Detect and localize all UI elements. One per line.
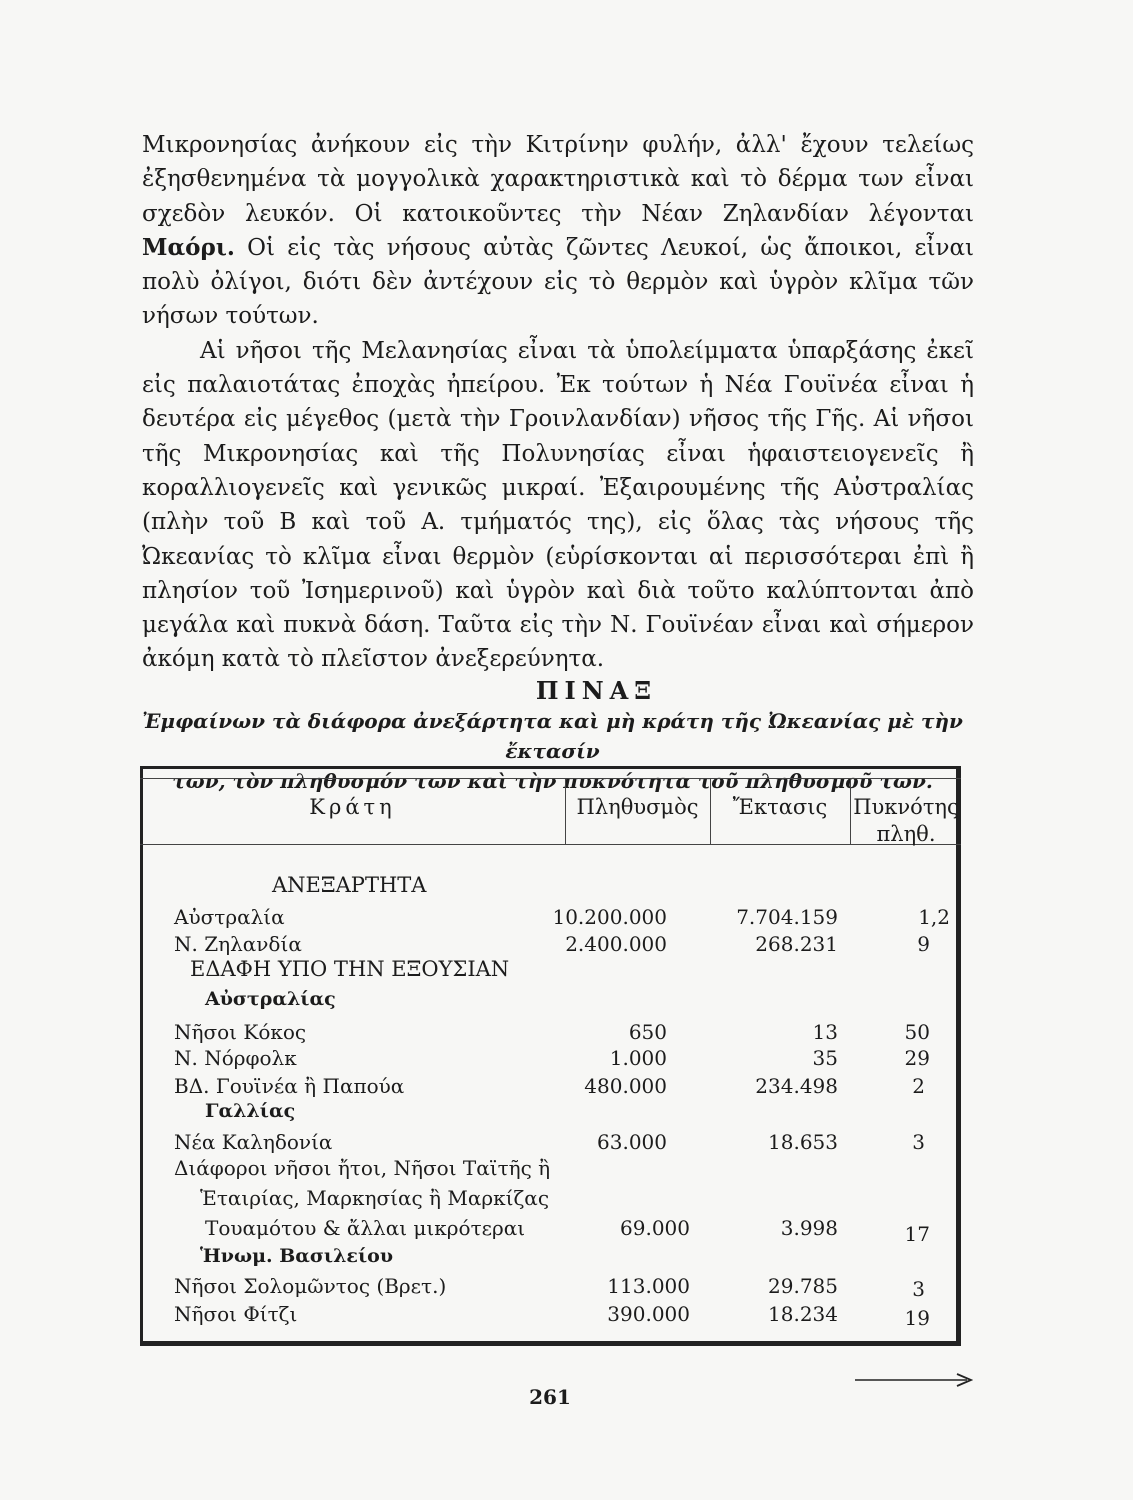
row-population: 63.000 [597, 1130, 667, 1154]
row-area: 268.231 [755, 932, 838, 956]
row-density: 50 [904, 1020, 930, 1044]
subgroup-france: Γαλλίας [205, 1100, 296, 1122]
row-population: 480.000 [584, 1074, 667, 1098]
subgroup-australia: Αὐστραλίας [205, 988, 336, 1010]
row-area: 13 [812, 1020, 838, 1044]
row-density: 9 [917, 932, 930, 956]
header-density: Πυκνότης [853, 795, 959, 819]
header-population: Πληθυσμὸς [576, 795, 699, 819]
subgroup-uk: Ἡνωμ. Βασιλείου [200, 1245, 394, 1267]
row-population: 1.000 [609, 1046, 667, 1070]
row-population: 113.000 [607, 1274, 690, 1298]
table-title: ΠΙΝΑΞ [535, 676, 658, 705]
header-area: Ἔκτασις [732, 795, 828, 819]
group-dependent: ΕΔΑΦΗ ΥΠΟ ΤΗΝ ΕΞΟΥΣΙΑΝ [190, 957, 510, 981]
table-caption: Ἐμφαίνων τὰ διάφορα ἀνεξάρτητα καὶ μὴ κράτη τῆς Ὠκεανίας μὲ τὴν ἔκτασίν των, τὸν πληθυσμόν των καὶ τὴν πυκνότητα τοῦ πληθυσμοῦ των. [142, 709, 963, 793]
row-name: Νέα Καληδονία [174, 1130, 333, 1154]
row-area: 3.998 [780, 1216, 838, 1240]
row-density: 3 [912, 1277, 925, 1301]
row-name: ΒΔ. Γουϊνέα ἢ Παπούα [174, 1074, 405, 1098]
row-name: Νῆσοι Σολομῶντος (Βρετ.) [174, 1274, 447, 1298]
row-name-cont: Τουαμότου & ἄλλαι μικρότεραι [205, 1216, 526, 1240]
row-population: 69.000 [620, 1216, 690, 1240]
header-density-sub: πληθ. [876, 822, 936, 846]
row-density: 3 [912, 1130, 925, 1154]
row-name: Ν. Ζηλανδία [174, 932, 302, 956]
row-area: 29.785 [768, 1274, 838, 1298]
row-population: 650 [628, 1020, 667, 1044]
row-area: 7.704.159 [736, 905, 838, 929]
row-name: Νῆσοι Κόκος [174, 1020, 307, 1044]
paragraph-1: Μικρονησίας ἀνήκουν εἰς τὴν Κιτρίνην φυλήν, ἀλλ' ἔχουν τελείως ἐξησθενημένα τὰ μογγολικὰ χαρακτηριστικὰ καὶ τὸ δέρμα των εἶναι σχεδὸν λευκόν. Οἱ κατοικοῦντες τὴν Νέαν Ζηλανδίαν λέγονται Μαόρι. Οἱ εἰς τὰς νήσους αὐτὰς ζῶντες Λευκοί, ὡς ἄποικοι, εἶναι πολὺ ὀλίγοι, διότι δὲν ἀντέχουν εἰς τὸ θερμὸν καὶ ὑγρὸν κλῖμα τῶν νήσων τούτων. [142, 132, 974, 330]
page-number: 261 [529, 1385, 571, 1409]
header-bottom-rule [140, 844, 961, 845]
row-area: 18.234 [768, 1302, 838, 1326]
row-density: 2 [912, 1074, 925, 1098]
row-area: 35 [812, 1046, 838, 1070]
row-density: 1,2 [918, 905, 950, 929]
body-text [142, 128, 974, 677]
maori-term: Μαόρι. [142, 233, 235, 261]
row-name: Αὐστραλία [174, 905, 285, 929]
row-population: 10.200.000 [552, 905, 667, 929]
row-population: 2.400.000 [565, 932, 667, 956]
row-name: Νῆσοι Φίτζι [174, 1302, 298, 1326]
group-independent: ΑΝΕΞΑΡΤΗΤΑ [272, 873, 427, 897]
row-area: 18.653 [768, 1130, 838, 1154]
row-name-cont: Ἑταιρίας, Μαρκησίας ἢ Μαρκίζας [200, 1186, 550, 1210]
row-area: 234.498 [755, 1074, 838, 1098]
header-top-rule [140, 778, 961, 779]
paragraph-2: Αἱ νῆσοι τῆς Μελανησίας εἶναι τὰ ὑπολείμματα ὑπαρξάσης ἐκεῖ εἰς παλαιοτάτας ἐποχὰς ἠπείρου. Ἐκ τούτων ἡ Νέα Γουϊνέα εἶναι ἡ δευτέρα εἰς μέγεθος (μετὰ τὴν Γροινλανδίαν) νῆσος τῆς Γῆς. Αἱ νῆσοι τῆς Μικρονησίας καὶ τῆς Πολυνησίας εἶναι ἡφαιστειογενεῖς ἢ κοραλλιογενεῖς καὶ γενικῶς μικραί. Ἐξαιρουμένης τῆς Αὐστραλίας (πλὴν τοῦ Β καὶ τοῦ Α. τμήματός της), εἰς ὅλας τὰς νήσους τῆς Ὠκεανίας τὸ κλῖμα εἶναι θερμὸν (εὑρίσκονται αἱ περισσότεραι ἐπὶ ἢ πλησίον τοῦ Ἰσημερινοῦ) καὶ ὑγρὸν καὶ διὰ τοῦτο καλύπτονται ἀπὸ μεγάλα καὶ πυκνὰ δάση. Ταῦτα εἰς τὴν Ν. Γουϊνέαν εἶναι καὶ σήμερον ἀκόμη κατὰ τὸ πλεῖστον ἀνεξερεύνητα. [142, 337, 974, 673]
row-density: 17 [904, 1222, 930, 1246]
row-name: Ν. Νόρφολκ [174, 1046, 297, 1070]
row-population: 390.000 [607, 1302, 690, 1326]
row-name: Διάφοροι νῆσοι ἤτοι, Νῆσοι Ταϊτῆς ἢ [174, 1156, 551, 1180]
row-density: 29 [904, 1046, 930, 1070]
header-state: Κράτη [309, 795, 396, 819]
row-density: 19 [904, 1306, 930, 1330]
